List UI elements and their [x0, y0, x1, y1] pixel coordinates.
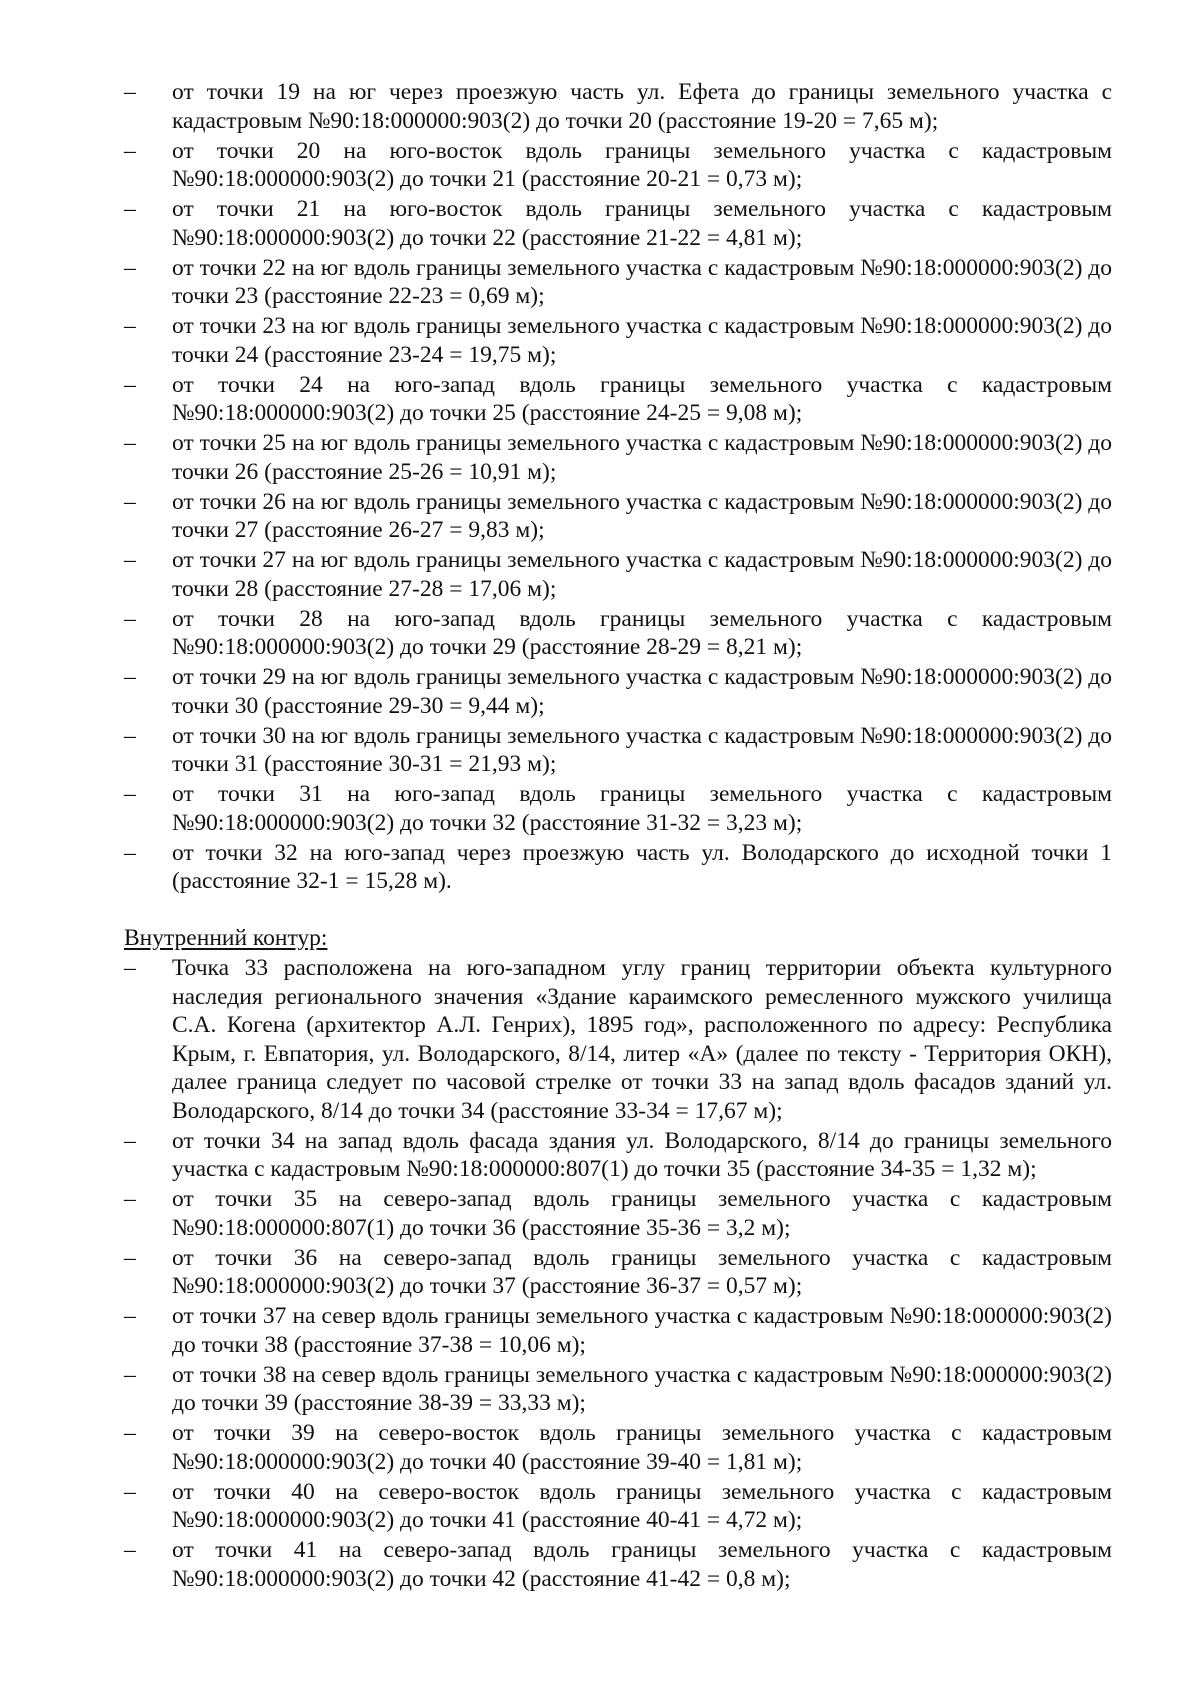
list-item [124, 1302, 1112, 1359]
list-item-text: от точки 38 на север вдоль границы земельного участка с кадастровым №90:18:000000:903(2) до точки 39 (расстояние 38-39 = 33,33 м); [172, 1361, 1112, 1416]
list-item-text: от точки 28 на юго-запад вдоль границы земельного участка с кадастровым №90:18:000000:903(2) до точки 29 (расстояние 28-29 = 8,21 м); [172, 605, 1112, 660]
list-item [124, 1419, 1112, 1476]
dash-bullet: – [124, 1478, 136, 1505]
dash-bullet: – [124, 254, 136, 281]
dash-bullet: – [124, 1361, 136, 1388]
dash-bullet: – [124, 196, 136, 222]
list-item-text: от точки 40 на северо-восток вдоль границы земельного участка с кадастровым №90:18:000000:903(2) до точки 41 (расстояние 40-41 = 4,72 м); [172, 1478, 1112, 1533]
list-item [124, 1244, 1112, 1301]
list-item [124, 312, 1112, 369]
list-item [124, 371, 1112, 428]
list-item [124, 1478, 1112, 1535]
list-item-text: от точки 23 на юг вдоль границы земельного участка с кадастровым №90:18:000000:903(2) до точки 24 (расстояние 23-24 = 19,75 м); [172, 313, 1112, 368]
list-item [124, 488, 1112, 545]
dash-bullet: – [124, 839, 136, 866]
dash-bullet: – [124, 313, 136, 339]
dash-bullet: – [124, 1127, 136, 1154]
list-item [124, 429, 1112, 486]
document-body [124, 78, 1112, 1595]
inner-contour-list [124, 954, 1112, 1593]
list-item [124, 137, 1112, 194]
list-item-text: от точки 25 на юг вдоль границы земельного участка с кадастровым №90:18:000000:903(2) до точки 26 (расстояние 25-26 = 10,91 м); [172, 430, 1112, 485]
dash-bullet: – [124, 1420, 136, 1446]
list-item-text: от точки 32 на юго-запад через проезжую часть ул. Володарского до исходной точки 1 (расстояние 32-1 = 15,28 м). [172, 839, 1112, 894]
list-item-text: от точки 37 на север вдоль границы земельного участка с кадастровым №90:18:000000:903(2) до точки 38 (расстояние 37-38 = 10,06 м); [172, 1303, 1112, 1358]
list-item-text: от точки 29 на юг вдоль границы земельного участка с кадастровым №90:18:000000:903(2) до точки 30 (расстояние 29-30 = 9,44 м); [172, 664, 1112, 719]
dash-bullet: – [124, 547, 136, 573]
inner-contour-heading: Внутренний контур: [124, 924, 328, 951]
dash-bullet: – [124, 955, 136, 981]
list-item-text: от точки 30 на юг вдоль границы земельного участка с кадастровым №90:18:000000:903(2) до точки 31 (расстояние 30-31 = 21,93 м); [172, 722, 1112, 777]
dash-bullet: – [124, 137, 136, 164]
dash-bullet: – [124, 430, 136, 456]
list-item-text: от точки 27 на юг вдоль границы земельного участка с кадастровым №90:18:000000:903(2) до точки 28 (расстояние 27-28 = 17,06 м); [172, 547, 1112, 602]
list-item [124, 78, 1112, 135]
list-item [124, 1185, 1112, 1242]
list-item-text: от точки 39 на северо-восток вдоль границы земельного участка с кадастровым №90:18:000000:903(2) до точки 40 (расстояние 39-40 = 1,81 м); [172, 1420, 1112, 1475]
list-item-text: Точка 33 расположена на юго-западном углу границ территории объекта культурного наследия регионального значения «Здание караимского ремесленного мужского училища С.А. Когена (архитектор А.Л. Генрих), 1895 год», расположенного по адресу: Республика Крым, г. Евпатория, ул. Володарского, 8/14, литер «А» (далее по тексту - Территория ОКН), далее граница следует по часовой стрелке от точки 33 на запад вдоль фасадов зданий ул. Володарского, 8/14 до точки 34 (расстояние 33-34 = 17,67 м); [172, 955, 1112, 1124]
dash-bullet: – [124, 722, 136, 749]
list-item [124, 605, 1112, 662]
list-item [124, 195, 1112, 252]
dash-bullet: – [124, 371, 136, 398]
list-item [124, 839, 1112, 896]
list-item-text: от точки 35 на северо-запад вдоль границы земельного участка с кадастровым №90:18:000000:807(1) до точки 36 (расстояние 35-36 = 3,2 м); [172, 1186, 1112, 1241]
dash-bullet: – [124, 664, 136, 690]
list-item [124, 1536, 1112, 1593]
dash-bullet: – [124, 79, 136, 105]
list-item-text: от точки 22 на юг вдоль границы земельного участка с кадастровым №90:18:000000:903(2) до точки 23 (расстояние 22-23 = 0,69 м); [172, 254, 1112, 309]
list-item [124, 780, 1112, 837]
list-item-text: от точки 20 на юго-восток вдоль границы земельного участка с кадастровым №90:18:000000:903(2) до точки 21 (расстояние 20-21 = 0,73 м); [172, 137, 1112, 192]
list-item [124, 663, 1112, 720]
list-item-text: от точки 41 на северо-запад вдоль границы земельного участка с кадастровым №90:18:000000:903(2) до точки 42 (расстояние 41-42 = 0,8 м); [172, 1537, 1112, 1592]
dash-bullet: – [124, 488, 136, 515]
dash-bullet: – [124, 781, 136, 807]
dash-bullet: – [124, 1244, 136, 1271]
dash-bullet: – [124, 1186, 136, 1212]
list-item-text: от точки 31 на юго-запад вдоль границы земельного участка с кадастровым №90:18:000000:903(2) до точки 32 (расстояние 31-32 = 3,23 м); [172, 781, 1112, 836]
list-item [124, 954, 1112, 1125]
list-item-text: от точки 26 на юг вдоль границы земельного участка с кадастровым №90:18:000000:903(2) до точки 27 (расстояние 26-27 = 9,83 м); [172, 488, 1112, 543]
dash-bullet: – [124, 605, 136, 632]
list-item [124, 722, 1112, 779]
list-item-text: от точки 21 на юго-восток вдоль границы земельного участка с кадастровым №90:18:000000:903(2) до точки 22 (расстояние 21-22 = 4,81 м); [172, 196, 1112, 251]
list-item-text: от точки 34 на запад вдоль фасада здания ул. Володарского, 8/14 до границы земельного участка с кадастровым №90:18:000000:807(1) до точки 35 (расстояние 34-35 = 1,32 м); [172, 1127, 1112, 1182]
list-item [124, 254, 1112, 311]
outer-contour-list [124, 78, 1112, 896]
list-item [124, 546, 1112, 603]
list-item [124, 1361, 1112, 1418]
list-item-text: от точки 19 на юг через проезжую часть ул. Ефета до границы земельного участка с кадастровым №90:18:000000:903(2) до точки 20 (расстояние 19-20 = 7,65 м); [172, 79, 1112, 134]
list-item-text: от точки 24 на юго-запад вдоль границы земельного участка с кадастровым №90:18:000000:903(2) до точки 25 (расстояние 24-25 = 9,08 м); [172, 371, 1112, 426]
list-item [124, 1127, 1112, 1184]
dash-bullet: – [124, 1303, 136, 1329]
dash-bullet: – [124, 1537, 136, 1563]
list-item-text: от точки 36 на северо-запад вдоль границы земельного участка с кадастровым №90:18:000000:903(2) до точки 37 (расстояние 36-37 = 0,57 м); [172, 1244, 1112, 1299]
